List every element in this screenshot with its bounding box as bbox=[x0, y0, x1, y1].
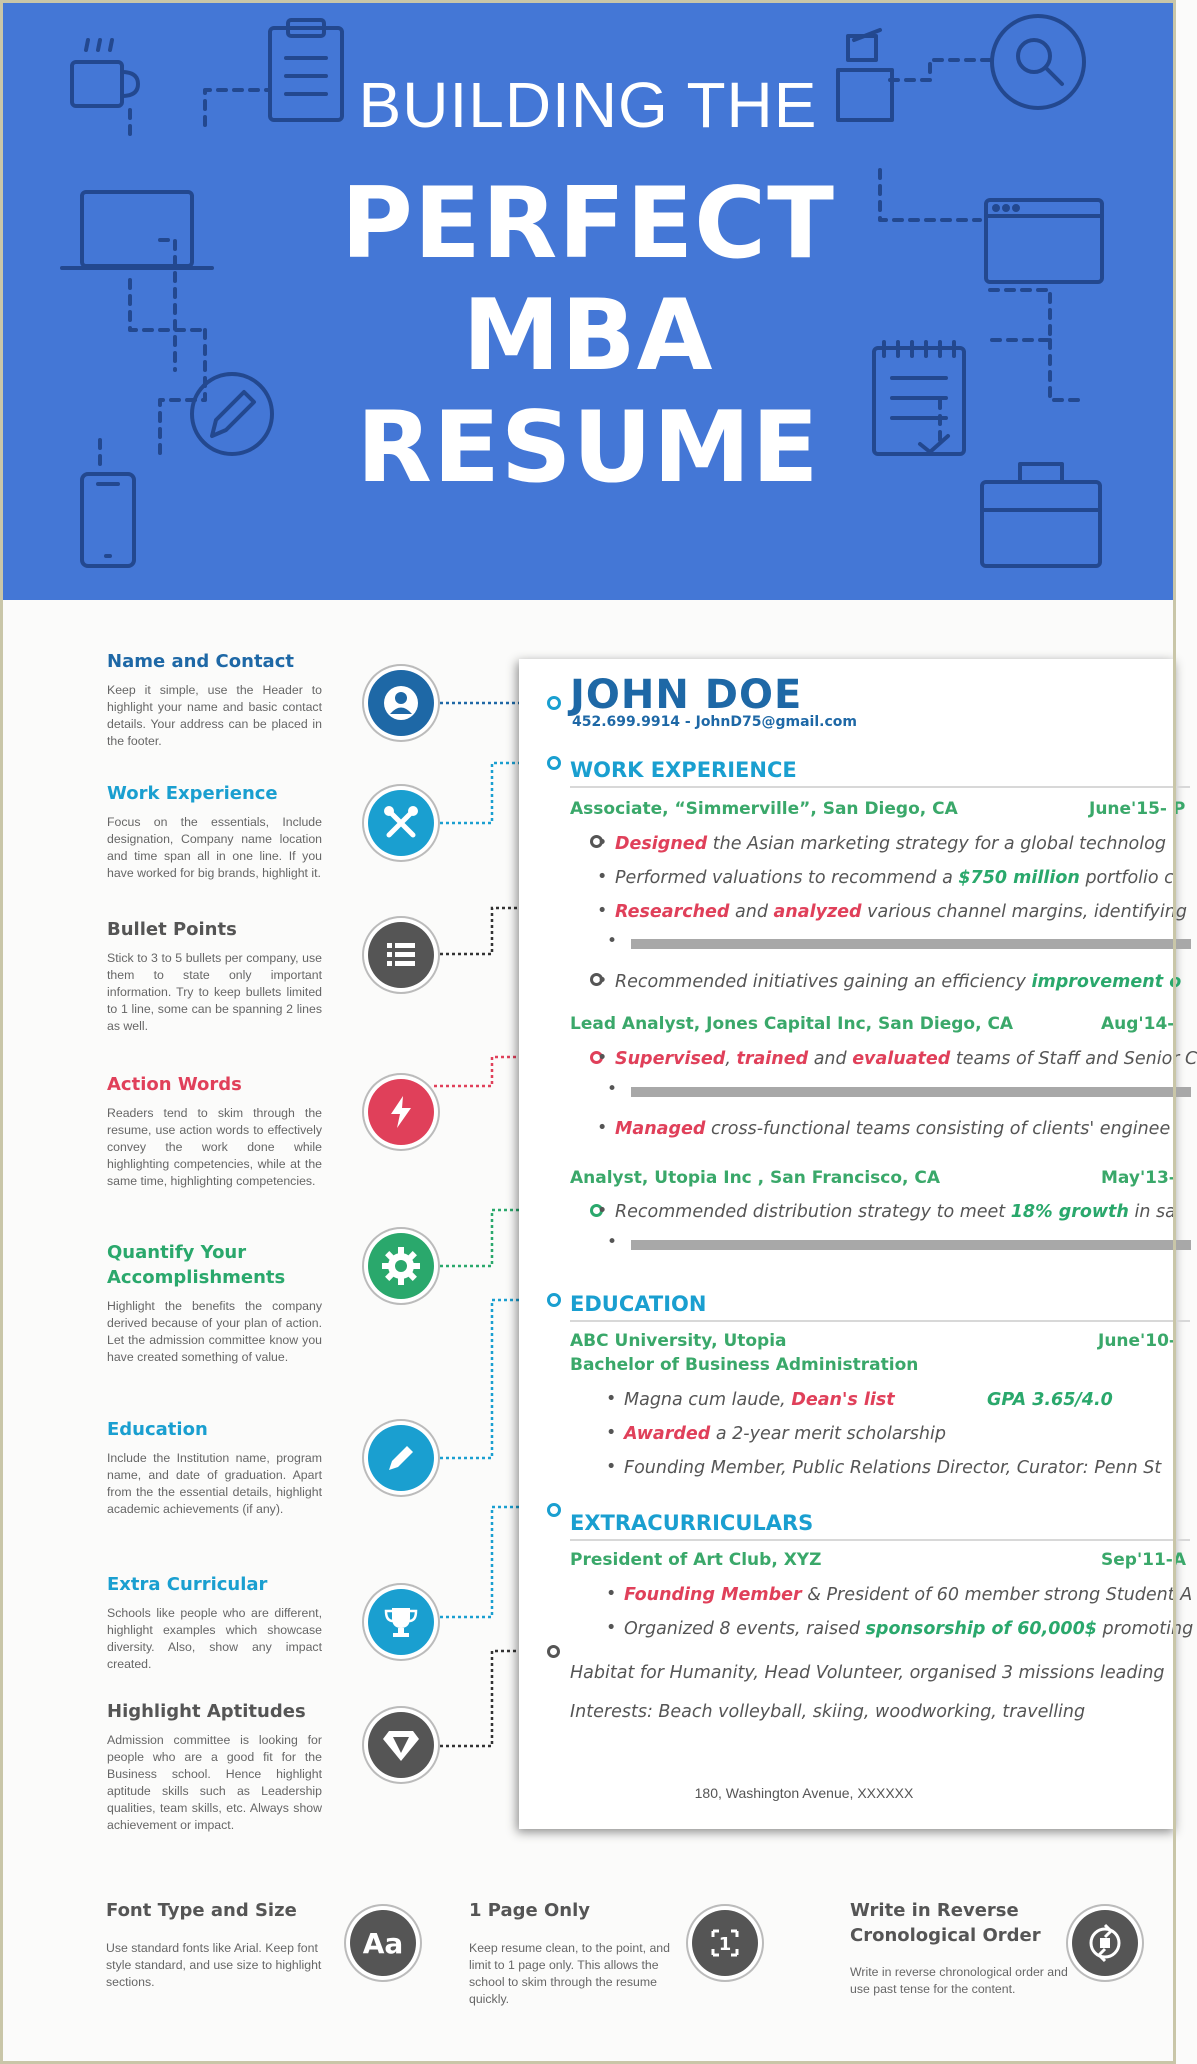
school-name: ABC University, Utopia bbox=[570, 1331, 787, 1351]
bullet: • Supervised, trained and evaluated teams of Staff and Senior C bbox=[615, 1049, 1197, 1069]
job-title: Associate, “Simmerville”, San Diego, CA bbox=[570, 799, 958, 819]
tip-text: Stick to 3 to 5 bullets per company, use them to state only important information. Try to keep bullets limited to 1 line, some can be spanning 2 lines as well. bbox=[107, 951, 322, 1033]
bullet-dot: • bbox=[607, 1079, 618, 1099]
section-extracurriculars: EXTRACURRICULARS bbox=[570, 1511, 814, 1535]
tip-text: Include the Institution name, program name, and date of graduation. Apart from the the essential details, highlight academic achievements (if any). bbox=[107, 1451, 322, 1516]
job-date: May'13- bbox=[1101, 1168, 1176, 1188]
bullet: • Researched and analyzed various channel margins, identifying bbox=[615, 902, 1187, 922]
bullet: • Recommended initiatives gaining an efficiency improvement o bbox=[615, 972, 1181, 992]
tip-text: Highlight the benefits the company derived because of your plan of action. Let the admission committee know you have created something of value. bbox=[107, 1299, 322, 1364]
club-title: President of Art Club, XYZ bbox=[570, 1550, 822, 1570]
tip-text: Focus on the essentials, Include designation, Company name location and time span all in one line. If you have worked for big brands, highlight it. bbox=[107, 815, 322, 880]
section-rule bbox=[570, 786, 1190, 788]
resume-sample bbox=[519, 659, 1197, 1829]
lightning-icon bbox=[368, 1079, 434, 1145]
tip-text: Admission committee is looking for people who are a good fit for the Business school. Hence highlight aptitude skills such as Leadership qualities, team skills, etc. Always show achievement or impact. bbox=[107, 1733, 322, 1832]
pencil-icon bbox=[368, 1425, 434, 1491]
tip-title: Work Experience bbox=[107, 783, 278, 804]
bottom-tip-text: Use standard fonts like Arial. Keep font style standard, and use size to highlight sections. bbox=[106, 1941, 322, 1989]
bottom-tip-title: Write in Reverse Cronological Order bbox=[850, 1900, 1041, 1946]
job-title: Lead Analyst, Jones Capital Inc, San Diego, CA bbox=[570, 1014, 1014, 1034]
section-work-experience: WORK EXPERIENCE bbox=[570, 758, 797, 782]
placeholder-bar bbox=[631, 1087, 1191, 1097]
bullet: • Performed valuations to recommend a $750 million portfolio c bbox=[615, 868, 1174, 888]
trophy-icon bbox=[368, 1589, 434, 1655]
section-rule bbox=[570, 1320, 1190, 1322]
placeholder-bar bbox=[631, 939, 1191, 949]
list-icon bbox=[368, 922, 434, 988]
bullet: • Magna cum laude, Dean's list GPA 3.65/4.0 bbox=[624, 1390, 895, 1410]
tools-icon bbox=[368, 790, 434, 856]
bottom-tip-title: 1 Page Only bbox=[469, 1900, 591, 1921]
tip-title: Name and Contact bbox=[107, 651, 294, 672]
svg-text:1: 1 bbox=[718, 1934, 732, 1955]
font-icon: Aa bbox=[350, 1910, 416, 1976]
bullet: • Founding Member, Public Relations Director, Curator: Penn St bbox=[624, 1458, 1161, 1478]
user-icon bbox=[368, 670, 434, 736]
bullet: • Managed cross-functional teams consisting of clients' enginee bbox=[615, 1119, 1170, 1139]
bullet: • Awarded a 2-year merit scholarship bbox=[624, 1424, 946, 1444]
section-education: EDUCATION bbox=[570, 1292, 707, 1316]
bullet-dot: • bbox=[607, 1232, 618, 1252]
bullet: • Organized 8 events, raised sponsorship of 60,000$ promoting bbox=[624, 1619, 1193, 1639]
placeholder-bar bbox=[631, 1240, 1191, 1250]
superman-icon bbox=[368, 1712, 434, 1778]
tip-title: Action Words bbox=[107, 1074, 242, 1095]
tip-title: Quantify Your Accomplishments bbox=[107, 1242, 286, 1288]
resume-contact: 452.699.9914 - JohnD75@gmail.com bbox=[572, 714, 857, 730]
resume-name: JOHN DOE bbox=[570, 672, 803, 718]
marker-circle bbox=[547, 1293, 561, 1307]
tip-title: Extra Curricular bbox=[107, 1574, 268, 1595]
bullet: • Recommended distribution strategy to meet 18% growth in sa bbox=[615, 1202, 1176, 1222]
marker-circle bbox=[547, 1503, 561, 1517]
tip-text: Readers tend to skim through the resume, use action words to effectively convey the work done while highlighting competencies, while at the same time, highlighting competencies. bbox=[107, 1106, 322, 1188]
club-date: Sep'11-A bbox=[1101, 1550, 1187, 1570]
hero-title-line-3: MBA bbox=[462, 279, 714, 393]
bullet-dot: • bbox=[607, 931, 618, 951]
bullet: • Designed the Asian marketing strategy for a global technolog bbox=[615, 834, 1166, 854]
habitat-line: Habitat for Humanity, Head Volunteer, organised 3 missions leading bbox=[570, 1663, 1165, 1683]
marker-circle bbox=[547, 1645, 560, 1658]
hero-title-line-4: RESUME bbox=[356, 391, 820, 505]
bottom-tip-title: Font Type and Size bbox=[106, 1900, 297, 1921]
bullet: • Founding Member & President of 60 member strong Student A bbox=[624, 1585, 1192, 1605]
section-rule bbox=[570, 1539, 1190, 1541]
job-title: Analyst, Utopia Inc , San Francisco, CA bbox=[570, 1168, 941, 1188]
job-date: Aug'14- bbox=[1101, 1014, 1175, 1034]
tip-text: Schools like people who are different, highlight examples which showcase diversity. Also, show any impact created. bbox=[107, 1606, 322, 1671]
marker-circle bbox=[547, 696, 561, 710]
job-date: June'15- P bbox=[1089, 799, 1186, 819]
bottom-tip-text: Write in reverse chronological order and use past tense for the content. bbox=[850, 1965, 1068, 1996]
tip-text: Keep it simple, use the Header to highlight your name and basic contact details. Your address can be placed in the footer. bbox=[107, 683, 322, 748]
tip-title: Education bbox=[107, 1419, 208, 1440]
bottom-tip-text: Keep resume clean, to the point, and limit to 1 page only. This allows the school to skim through the resume quickly. bbox=[469, 1941, 670, 2006]
hero-title-line-1: BUILDING THE bbox=[358, 69, 818, 141]
reverse-order-icon bbox=[1072, 1910, 1138, 1976]
school-date: June'10- bbox=[1098, 1331, 1176, 1351]
page-icon bbox=[692, 1910, 758, 1976]
resume-address: 180, Washington Avenue, XXXXXX bbox=[694, 1785, 914, 1801]
hero-title-line-2: PERFECT bbox=[341, 167, 835, 281]
tip-title: Bullet Points bbox=[107, 919, 237, 940]
gear-icon bbox=[368, 1233, 434, 1299]
interests-line: Interests: Beach volleyball, skiing, woodworking, travelling bbox=[570, 1702, 1086, 1722]
degree: Bachelor of Business Administration bbox=[570, 1355, 919, 1375]
tip-title: Highlight Aptitudes bbox=[107, 1701, 306, 1722]
marker-circle bbox=[547, 756, 561, 770]
